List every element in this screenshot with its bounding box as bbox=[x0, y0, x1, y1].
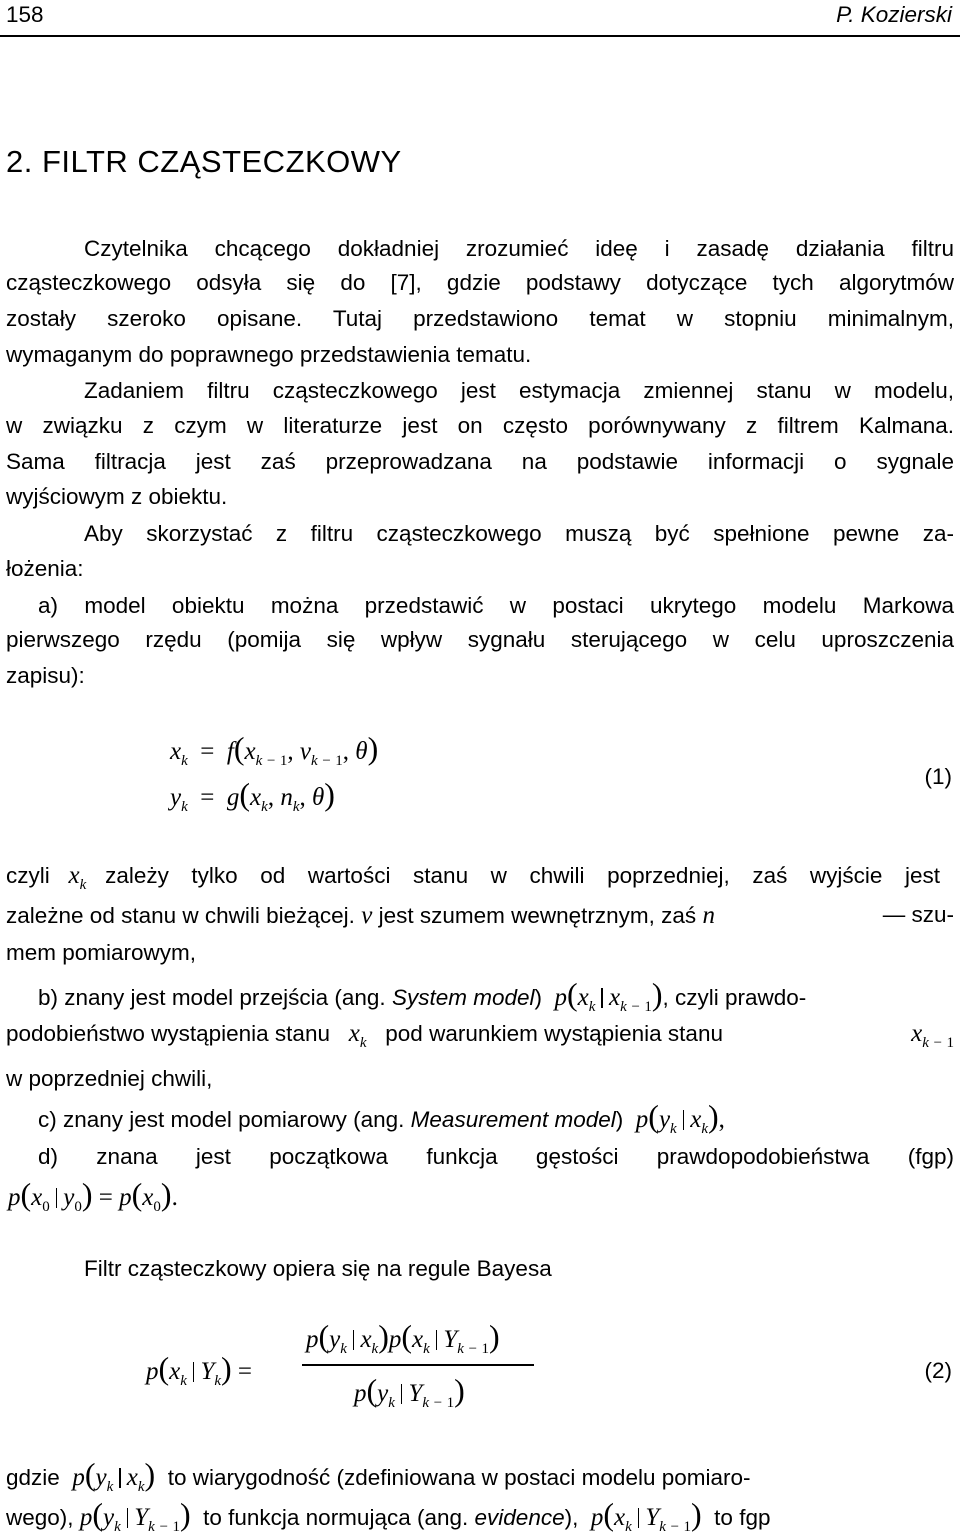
item-c-line-1: c) znany jest model pomiarowy (ang. Measurement model) $p(y_k$ $x_k$), bbox=[38, 1098, 725, 1137]
equation-2-fraction-bar bbox=[302, 1364, 534, 1366]
item-a-line-2: pierwszego rzędu (pomija się wpływ sygnału sterującego w celu uproszczenia bbox=[6, 627, 954, 652]
bayes-intro: Filtr cząsteczkowy opiera się na regule Bayesa bbox=[84, 1256, 552, 1281]
paragraph-2-line-4: wyjściowym z obiektu. bbox=[6, 484, 228, 509]
page-number: 158 bbox=[6, 2, 44, 27]
paragraph-2-line-1: Zadaniem filtru cząsteczkowego jest estymacja zmiennej stanu w modelu, bbox=[84, 378, 954, 403]
item-b-line-1: b) znany jest model przejścia (ang. System model) $p(x_k$ $x_{k -}$ $_1$), czyli prawdo- bbox=[38, 976, 807, 1015]
equation-1-row-2: $y_k = g(x_k$, $n_k$, θ) bbox=[170, 776, 335, 815]
paragraph-1-line-4: wymaganym do poprawnego przedstawienia tematu. bbox=[6, 342, 532, 367]
equation-1-row-1: $x_k = f(x_{k -}$ $_1$, $v_{k -}$ $_1$, θ) bbox=[170, 730, 379, 769]
paragraph-1-line-1: Czytelnika chcącego dokładniej zrozumieć ideę i zasadę działania filtru bbox=[84, 236, 954, 261]
item-b-line-3: w poprzedniej chwili, bbox=[6, 1066, 213, 1091]
item-a-line-1: a) model obiektu można przedstawić w postaci ukrytego modelu Markowa bbox=[38, 593, 954, 618]
paragraph-1-line-2: cząsteczkowego odsyła się do [7], gdzie podstawy dotyczące tych algorytmów bbox=[6, 270, 954, 295]
after-eq1-line-2: zależne od stanu w chwili bieżącej. v jest szumem wewnętrznym, zaś n — szu- bbox=[6, 902, 954, 929]
equation-2-denominator: $p(y_k$ $Y_{k -}$ $_1$) bbox=[354, 1372, 465, 1411]
paragraph-2-line-2: w związku z czym w literaturze jest on często porównywany z filtrem Kalmana. bbox=[6, 413, 954, 438]
header-rule bbox=[0, 35, 960, 37]
equation-2-lhs: $p(x_k$ $Y_k$) = bbox=[146, 1350, 253, 1389]
equation-1-label: (1) bbox=[924, 764, 952, 789]
paragraph-3-line-1: Aby skorzystać z filtru cząsteczkowego muszą być spełnione pewne za- bbox=[84, 521, 954, 546]
item-a-line-3: zapisu): bbox=[6, 663, 85, 688]
paragraph-3-line-2: łożenia: bbox=[6, 556, 84, 581]
after-eq1-line-3: mem pomiarowym, bbox=[6, 940, 197, 965]
equation-2-label: (2) bbox=[924, 1358, 952, 1383]
paragraph-1-line-3: zostały szeroko opisane. Tutaj przedstawiono temat w stopniu minimalnym, bbox=[6, 306, 954, 331]
after-eq2-line-2: wego), $p(y_k$ $Y_{k -}$ $_1$) to funkcja normująca (ang. evidence), $p(x_k$ $Y_{k -}$ $_1$) to fgp bbox=[6, 1496, 771, 1535]
equation-2-numerator: $p(y_k$ $x_k)p(x_k$ $Y_{k -}$ $_1$) bbox=[306, 1318, 500, 1357]
after-eq2-line-1: gdzie $p(y_k$ $x_k$) to wiarygodność (zdefiniowana w postaci modelu pomiaro- bbox=[6, 1456, 751, 1495]
running-author: P. Kozierski bbox=[836, 2, 952, 27]
section-title: 2. FILTR CZĄSTECZKOWY bbox=[6, 144, 402, 179]
after-eq1-line-1: czyli $x_k$ zależy tylko od wartości stanu w chwili poprzedniej, zaś wyjście jest bbox=[6, 862, 941, 893]
item-d-line-1: d) znana jest początkowa funkcja gęstości prawdopodobieństwa (fgp) bbox=[38, 1144, 954, 1169]
item-d-formula: $p(x_0$ $y_0) = p(x_0)$. bbox=[8, 1176, 178, 1215]
paragraph-2-line-3: Sama filtracja jest zaś przeprowadzana na podstawie informacji o sygnale bbox=[6, 449, 954, 474]
item-b-line-2: podobieństwo wystąpienia stanu $x_k$ pod warunkiem wystąpienia stanu $x_{k -}$ $_1$ bbox=[6, 1020, 954, 1051]
